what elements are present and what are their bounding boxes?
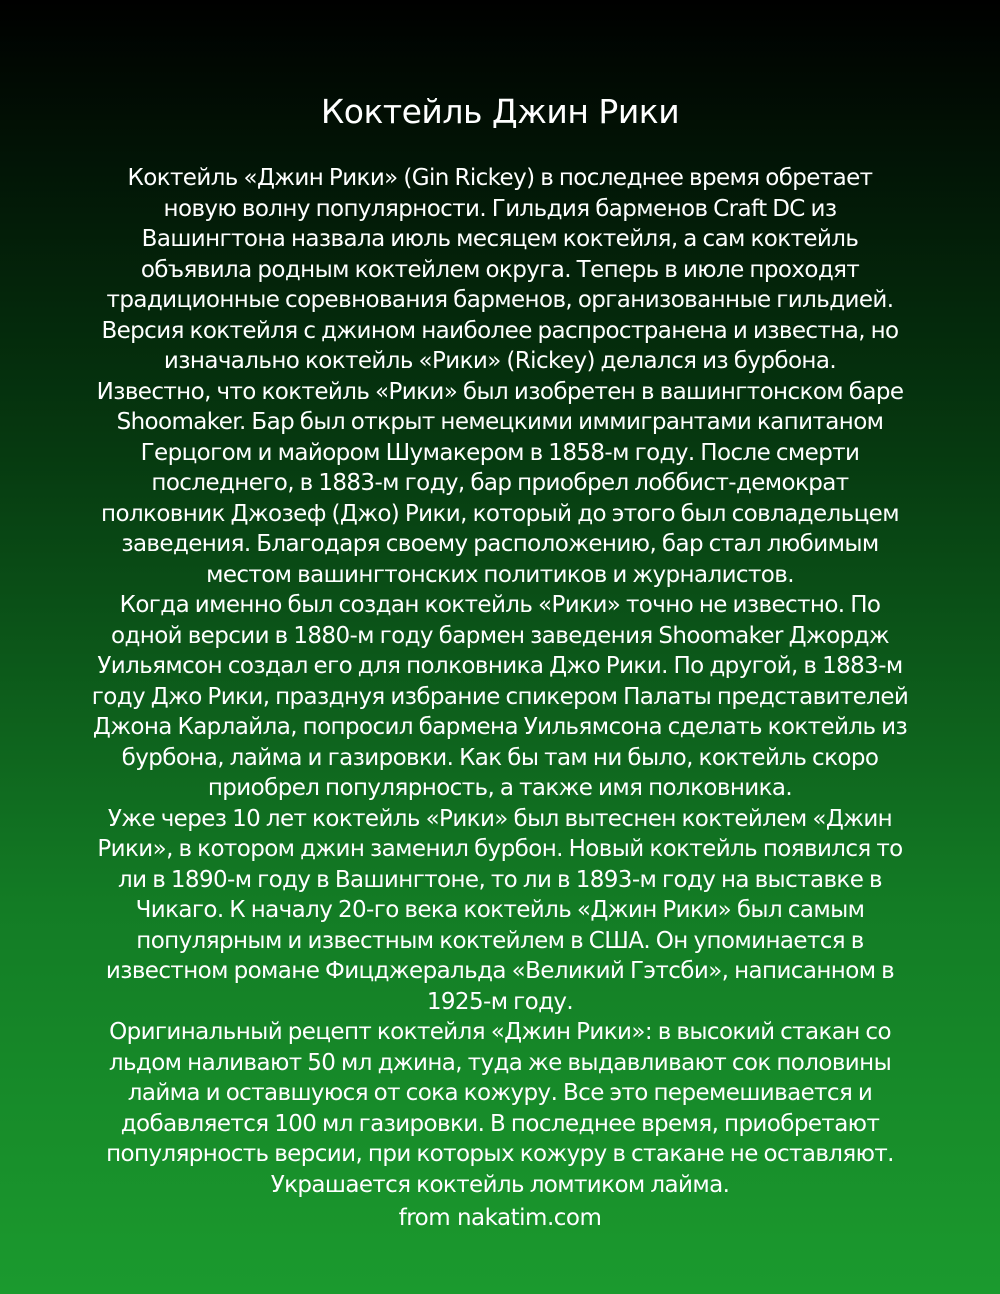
paragraph-intro: Коктейль «Джин Рики» (Gin Rickey) в последнее время обретает новую волну популярности. Гильдия барменов Craft DC из Вашингтона назвала июль месяцем коктейля, а сам коктейль объявила родным коктейлем округа. Теперь в июле проходят традиционные соревнования барменов, организованные гильдией. Версия коктейля с джином наиболее распространена и известна, но изначально коктейль «Рики» (Rickey) делался из бурбона. — [101, 165, 899, 374]
paragraph-gin-version: Уже через 10 лет коктейль «Рики» был вытеснен коктейлем «Джин Рики», в котором джин заменил бурбон. Новый коктейль появился то ли в 1890-м году в Вашингтоне, то ли в 1893-м году на выставке в Чикаго. К началу 20-го века коктейль «Джин Рики» был самым популярным и известным коктейлем в США. Он упоминается в известном романе Фицджеральда «Великий Гэтсби», написанном в 1925-м году. — [97, 805, 903, 1015]
article-title: Коктейль Джин Рики — [320, 92, 680, 131]
paragraph-origin: Когда именно был создан коктейль «Рики» точно не известно. По одной версии в 1880-м году бармен заведения Shoomaker Джордж Уильямсон создал его для полковника Джо Рики. По другой, в 1883-м году Джо Рики, празднуя избрание спикером Палаты представителей Джона Карлайла, попросил бармена Уильямсона сделать коктейль из бурбона, лайма и газировки. Как бы там ни было, коктейль скоро приобрел популярность, а также имя полковника. — [91, 592, 909, 801]
paragraph-recipe: Оригинальный рецепт коктейля «Джин Рики»: в высокий стакан со льдом наливают 50 мл джина, туда же выдавливают сок половины лайма и оставшуюся от сока кожуру. Все это перемешивается и добавляется 100 мл газировки. В последнее время, приобретают популярность версии, при которых кожуру в стакане не оставляют. Украшается коктейль ломтиком лайма. — [106, 1019, 894, 1198]
article-body — [90, 163, 910, 1200]
source-credit: from nakatim.com — [398, 1205, 602, 1231]
paragraph-history: Известно, что коктейль «Рики» был изобретен в вашингтонском баре Shoomaker. Бар был открыт немецкими иммигрантами капитаном Герцогом и майором Шумакером в 1858-м году. После смерти последнего, в 1883-м году, бар приобрел лоббист-демократ полковник Джозеф (Джо) Рики, который до этого был совладельцем заведения. Благодаря своему расположению, бар стал любимым местом вашингтонских политиков и журналистов. — [96, 378, 904, 588]
